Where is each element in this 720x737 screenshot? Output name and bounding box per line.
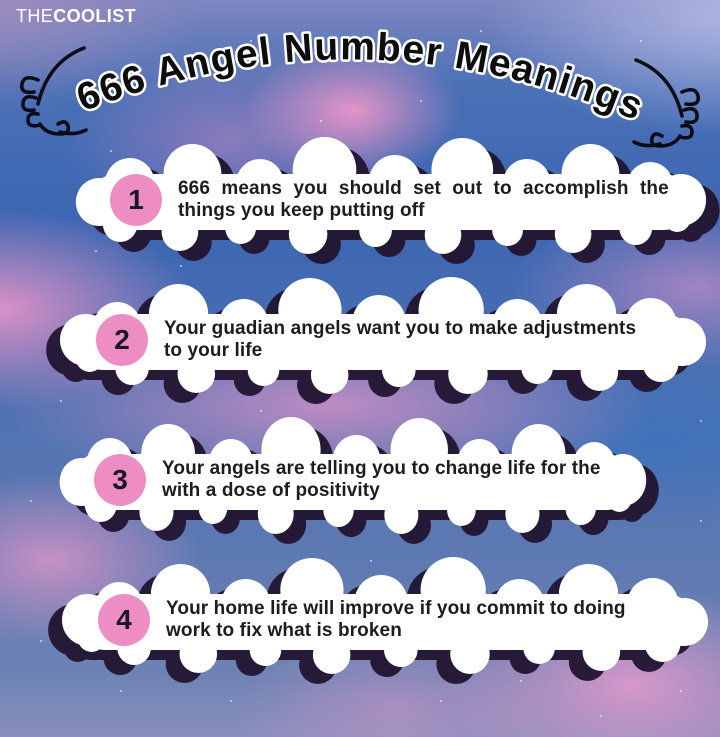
- page-title-text: 666 Angel Number Meanings: [71, 25, 651, 130]
- page-title: [0, 26, 720, 166]
- badge-number: 3: [112, 464, 128, 495]
- brand-logo-suffix: COOLIST: [53, 6, 137, 26]
- svg-text:666 Angel Number Meanings: [71, 25, 650, 129]
- number-badge: [110, 174, 162, 226]
- badge-number: 4: [116, 604, 132, 635]
- meaning-text: [178, 178, 669, 222]
- meaning-line-1: 666 means you should set out to accomplish the: [178, 178, 669, 199]
- number-badge: [96, 314, 148, 366]
- meaning-cloud-3: [56, 420, 648, 540]
- brand-logo: [16, 6, 136, 27]
- meaning-text: [164, 318, 636, 362]
- meaning-line-2: to your life: [164, 340, 263, 361]
- meaning-text: [166, 598, 626, 642]
- badge-number: 1: [128, 184, 144, 215]
- meaning-line-1: Your home life will improve if you commit to doing: [166, 598, 626, 619]
- meaning-line-2: with a dose of positivity: [162, 480, 380, 501]
- badge-number: 2: [114, 324, 130, 355]
- meaning-line-1: Your angels are telling you to change life for the: [162, 458, 601, 479]
- meaning-cloud-4: [60, 560, 712, 680]
- meaning-line-2: things you keep putting off: [178, 200, 425, 221]
- meaning-cloud-2: [58, 280, 710, 400]
- number-badge: [94, 454, 146, 506]
- meaning-line-1: Your guadian angels want you to make adjustments: [164, 318, 637, 339]
- brand-logo-prefix: THE: [16, 6, 54, 26]
- number-badge: [98, 594, 150, 646]
- meaning-text: [162, 458, 601, 502]
- meaning-line-2: work to fix what is broken: [166, 620, 402, 641]
